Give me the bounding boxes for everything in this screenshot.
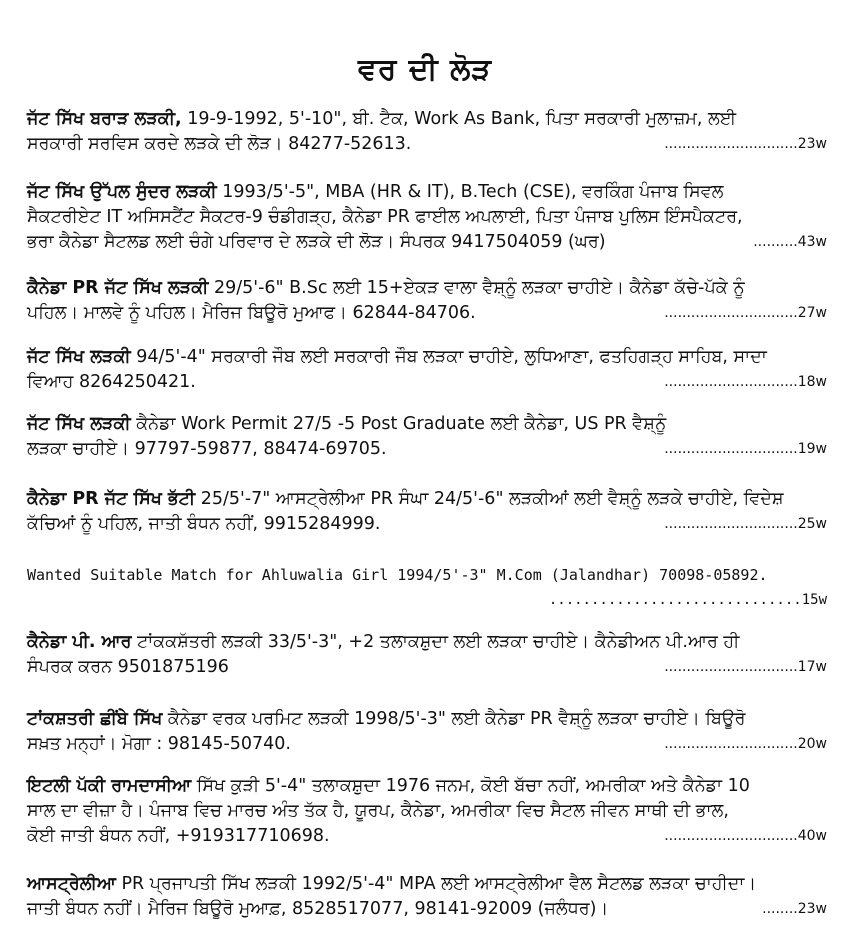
ad-text: ਭਰਾ ਕੈਨੇਡਾ ਸੈਟਲਡ ਲਈ ਚੰਗੇ ਪਰਿਵਾਰ ਦੇ ਲੜਕੇ ਦੀ ਲੋੜ। ਸੰਪਰਕ 9417504059 (ਘਰ) [27, 232, 606, 252]
ad-text: ਸਰਕਾਰੀ ਸਰਵਿਸ ਕਰਦੇ ਲੜਕੇ ਦੀ ਲੋੜ। 84277-52613. [27, 134, 412, 154]
ad-text: ਕੈਨੇਡਾ Work Permit 27/5 -5 Post Graduate ਲਈ ਕੈਨੇਡਾ, US PR ਵੈਸ਼੍ਨੂੰ [130, 414, 667, 434]
ad-ref-code: ..............................25w [664, 516, 827, 532]
ad-text: 1993/5'-5", MBA (HR & IT), B.Tech (CSE), ਵਰਕਿੰਗ ਪੰਜਾਬ ਸਿਵਲ [216, 182, 724, 202]
ad-ref-code: ..............................40w [664, 828, 827, 844]
matrimonial-ad [27, 630, 827, 680]
ad-ref-code: ..............................18w [664, 374, 827, 390]
matrimonial-ad [27, 412, 827, 462]
matrimonial-ad [27, 345, 827, 395]
ad-text: ਸਖ਼ਤ ਮਨ੍ਹਾਂ। ਮੋਗਾ : 98145-50740. [27, 734, 291, 754]
ad-text: ਪਹਿਲ। ਮਾਲਵੇ ਨੂੰ ਪਹਿਲ। ਮੈਰਿਜ ਬਿਊਰੋ ਮੁਆਫ। 62844-84706. [27, 303, 476, 323]
ad-text: ਕੈਨੇਡਾ ਵਰਕ ਪਰਮਿਟ ਲੜਕੀ 1998/5'-3" ਲਈ ਕੈਨੇਡਾ PR ਵੈਸ਼੍ਨੂੰ ਲੜਕਾ ਚਾਹੀਏ। ਬਿਊਰੋ [162, 709, 746, 729]
ad-ref-code: ..............................15w [548, 592, 827, 608]
ad-ref-code: ..............................20w [664, 736, 827, 752]
ad-text: ਸੰਪਰਕ ਕਰਨ 9501875196 [27, 657, 229, 677]
ad-heading: ਜੱਟ ਸਿੱਖ ਲੜਕੀ [27, 414, 131, 434]
ad-text: ਕੱਚਿਆਂ ਨੂੰ ਪਹਿਲ, ਜਾਤੀ ਬੰਧਨ ਨਹੀਂ, 9915284999. [27, 514, 381, 534]
ad-text: 19-9-1992, 5'-10", ਬੀ. ਟੈਕ, Work As Bank, ਪਿਤਾ ਸਰਕਾਰੀ ਮੁਲਾਜ਼ਮ, ਲਈ [181, 109, 737, 129]
ad-heading: ਜੱਟ ਸਿੱਖ ਲੜਕੀ [27, 347, 131, 367]
ad-text: 29/5'-6" B.Sc ਲਈ 15+ਏਕੜ ਵਾਲਾ ਵੈਸ਼੍ਨੂੰ ਲੜਕਾ ਚਾਹੀਏ। ਕੈਨੇਡਾ ਕੱਚੇ-ਪੱਕੇ ਨੂੰ [208, 278, 745, 298]
ad-text: ਸੈਕਟਰੀਏਟ IT ਅਸਿਸਟੈਂਟ ਸੈਕਟਰ-9 ਚੰਡੀਗੜ੍ਹ, ਕੈਨੇਡਾ PR ਫਾਈਲ ਅਪਲਾਈ, ਪਿਤਾ ਪੰਜਾਬ ਪੁਲਿਸ ਇੰਸਪੈਕਟਰ, [27, 207, 743, 227]
ad-heading: ਜੱਟ ਸਿੱਖ ਬਰਾੜ ਲੜਕੀ, [27, 109, 182, 129]
ad-heading: ਕੈਨੇਡਾ ਪੀ. ਆਰ [27, 632, 132, 652]
matrimonial-ad [27, 107, 827, 157]
ad-text: 94/5'-4" ਸਰਕਾਰੀ ਜੌਬ ਲਈ ਸਰਕਾਰੀ ਜੌਬ ਲੜਕਾ ਚਾਹੀਏ, ਲੁਧਿਆਣਾ, ਫਤਹਿਗੜ੍ਹ ਸਾਹਿਬ, ਸਾਦਾ [130, 347, 767, 367]
matrimonial-ad [27, 563, 827, 613]
matrimonial-ad [27, 180, 827, 255]
ad-heading: ਇਟਲੀ ਪੱਕੀ ਰਾਮਦਾਸੀਆ [27, 776, 192, 796]
ad-ref-code: ..............................19w [664, 441, 827, 457]
ad-heading: ਜੱਟ ਸਿੱਖ ਉੱਪਲ ਸੁੰਦਰ ਲੜਕੀ [27, 182, 217, 202]
ad-text: 25/5'-7" ਆਸਟ੍ਰੇਲੀਆ PR ਸੰਘਾ 24/5'-6" ਲੜਕੀਆਂ ਲਈ ਵੈਸ਼੍ਨੂੰ ਲੜਕੇ ਚਾਹੀਏ, ਵਿਦੇਸ਼ [195, 489, 784, 509]
ad-ref-code: ........23w [762, 901, 827, 917]
matrimonial-ad [27, 707, 827, 757]
ad-text: ਸਾਲ ਦਾ ਵੀਜ਼ਾ ਹੈ। ਪੰਜਾਬ ਵਿਚ ਮਾਰਚ ਅੰਤ ਤੱਕ ਹੈ, ਯੂਰਪ, ਕੈਨੇਡਾ, ਅਮਰੀਕਾ ਵਿਚ ਸੈਟਲ ਜੀਵਨ ਸਾਥੀ ਦੀ ਭਾਲ, [27, 801, 729, 821]
ad-text: ਸਿੱਖ ਕੁੜੀ 5'-4" ਤਲਾਕਸ਼ੁਦਾ 1976 ਜਨਮ, ਕੋਈ ਬੱਚਾ ਨਹੀਂ, ਅਮਰੀਕਾ ਅਤੇ ਕੈਨੇਡਾ 10 [191, 776, 750, 796]
ad-text: Wanted Suitable Match for Ahluwalia Girl 1994/5'-3" M.Com (Jalandhar) 70098-05892. [27, 566, 768, 584]
ad-text: ਕੋਈ ਜਾਤੀ ਬੰਧਨ ਨਹੀਂ, +919317710698. [27, 826, 330, 846]
ad-heading: ਕੈਨੇਡਾ PR ਜੱਟ ਸਿੱਖ ਲੜਕੀ [27, 278, 209, 298]
ad-text: ਲੜਕਾ ਚਾਹੀਏ। 97797-59877, 88474-69705. [27, 439, 387, 459]
ad-ref-code: ..........43w [753, 234, 827, 250]
ad-heading: ਟਾਂਕਸ਼ਤਰੀ ਛੀਂਬੇ ਸਿੱਖ [27, 709, 163, 729]
ad-text: ਟਾਂਕਕਸ਼ੱਤਰੀ ਲੜਕੀ 33/5'-3", +2 ਤਲਾਕਸ਼ੁਦਾ ਲਈ ਲੜਕਾ ਚਾਹੀਏ। ਕੈਨੇਡੀਅਨ ਪੀ.ਆਰ ਹੀ [131, 632, 740, 652]
ad-text: PR ਪ੍ਰਜਾਪਤੀ ਸਿੱਖ ਲੜਕੀ 1992/5'-4" MPA ਲਈ ਆਸਟ੍ਰੇਲੀਆ ਵੈਲ ਸੈਟਲਡ ਲੜਕਾ ਚਾਹੀਦਾ। [115, 874, 757, 894]
ad-heading: ਕੈਨੇਡਾ PR ਜੱਟ ਸਿੱਖ ਭੱਟੀ [27, 489, 196, 509]
matrimonial-ad [27, 774, 827, 849]
ad-text: ਵਿਆਹ 8264250421. [27, 372, 196, 392]
matrimonial-ad [27, 872, 827, 922]
ad-ref-code: ..............................27w [664, 305, 827, 321]
ad-heading: ਆਸਟ੍ਰੇਲੀਆ [27, 874, 116, 894]
matrimonial-ad [27, 487, 827, 537]
matrimonial-ad [27, 276, 827, 326]
ad-text: ਜਾਤੀ ਬੰਧਨ ਨਹੀਂ। ਮੈਰਿਜ ਬਿਊਰੋ ਮੁਆਫ਼, 8528517077, 98141-92009 (ਜਲੰਧਰ)। [27, 899, 609, 919]
ad-ref-code: ..............................17w [664, 659, 827, 675]
page-title: ਵਰ ਦੀ ਲੋੜ [357, 52, 493, 87]
ad-ref-code: ..............................23w [664, 136, 827, 152]
